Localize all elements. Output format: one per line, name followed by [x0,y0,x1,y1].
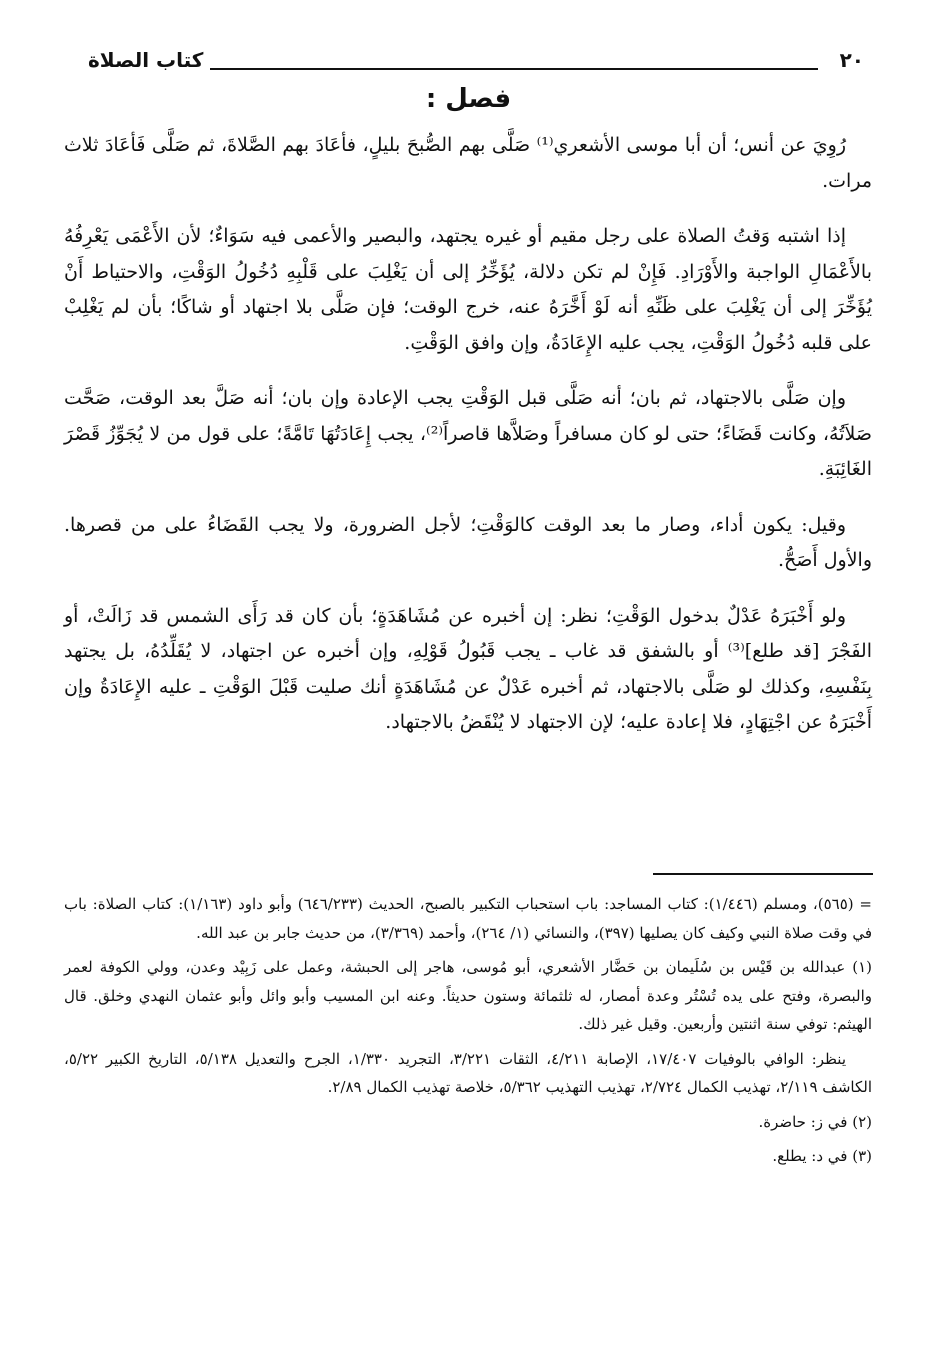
header-rule [210,68,818,70]
footnotes [64,890,872,1177]
paragraph: وإن صَلَّى بالاجتهاد، ثم بان؛ أنه صَلَّى قبل الوَقْتِ يجب الإعادة وإن بان؛ أنه صَلَّ بعد الوقت، صَحَّت صَلاَتُهُ، وكانت قَضَاءً؛ حتى لو كان مسافراً وصَلاَّها قاصراً⁽²⁾، يجب إِعَادَتُهَا تَامَّةً؛ على قول من لا يُجَوِّزُ قَصْرَ الغَائِبَةِ. [64,387,873,480]
main-text [64,128,872,761]
running-title: كتاب الصلاة [88,48,204,72]
page-number: ٢٠ [839,48,864,72]
paragraph: رُوِيَ عن أنس؛ أن أبا موسى الأشعري⁽¹⁾ صَلَّى بهم الصُّبحَ بليلٍ، فأعَادَ بهم الصَّلاةَ، ثم صَلَّى فَأعَادَ ثلاث مرات. [64,134,872,192]
footnote: = (٥٦٥)، ومسلم (١/٤٤٦): كتاب المساجد: باب استحباب التكبير بالصبح، الحديث (٦٤٦/٢٣٣) وأبو داود (١/١٦٣): كتاب الصلاة: باب في وقت صلاة النبي وكيف كان يصليها (٣٩٧)، والنسائي (١/ ٢٦٤)، وأحمد (٣/٣٦٩)، من حديث جابر بن عبد الله. [64,895,872,942]
section-heading: فصل : [425,84,512,114]
footnote: (١) عبدالله بن قَيْس بن سُلَيمان بن حَضَّار الأشعري، أبو مُوسى، هاجر إلى الحبشة، وعمل على زَبِيْد وعدن، وولي الكوفة لعمر والبصرة، وفتح على يده تُسْتُر وعدة أمصار، له ثلثمائة وستون حديثاً. وعنه ابن المسيب وأبو وائل وأبو عثمان النهدي وخلق. قال الهيثم: توفي سنة اثنتين وأربعين. وقيل غير ذلك. [64,958,872,1033]
paragraph: إذا اشتبه وَقتُ الصلاة على رجل مقيم أو غيره يجتهد، والبصير والأعمى فيه سَوَاءٌ؛ لأن الأَعْمَى يَعْرِفُهُ بالأَعْمَالِ الواجبة والأَوْرَادِ. فَإِنْ لم تكن دلالة، يُؤَخِّرُ إلى أن يَغْلِبَ على قَلْبِهِ دُخُولُ الوَقْتِ، والاحتياط أَنْ يُؤَخِّرَ إلى أن يَغْلِبَ على ظَنِّهِ أنه لَوْ أَخَّرَهُ عنه، خرج الوقت؛ فإن صَلَّى بلا اجتهاد أو شاكًا؛ بأن لم يَغْلِبْ على قلبه دُخُولُ الوَقْتِ، يجب عليه الإِعَادَةُ، وإن وافق الوَقْتِ. [64,225,872,354]
page-header [88,48,864,82]
footnote: (٣) في د: يطلع. [772,1147,872,1165]
paragraph: ولو أَخْبَرَهُ عَدْلٌ بدخول الوَقْتِ؛ نظر: إن أخبره عن مُشَاهَدَةٍ؛ بأن كان قد رَأَى الشمس قد زَالَتْ، أو الفَجْرَ [قد طلع]⁽³⁾ أو بالشفق قد غاب ـ يجب قَبُولُ قَوْلِهِ، وإن أخبره عن اجتهاد، لا يُقَلِّدُهُ، بل يجتهد بِنَفْسِهِ، وكذلك لو صَلَّى بالاجتهاد، ثم أخبره عَدْلٌ عن مُشَاهَدَةٍ أنك صليت قَبْلَ الوَقْتِ ـ عليه الإِعَادَةُ وإن أَخْبَرَهُ عن اجْتِهَادٍ، فلا إعادة عليه؛ لإن الاجتهاد لا يُنْقَضُ بالاجتهاد. [64,604,872,733]
footnote-references: ينظر: الوافي بالوفيات ١٧/٤٠٧، الإصابة ٤/٢١١، الثقات ٣/٢٢١، التجريد ١/٣٣٠، الجرح والتعديل ٥/١٣٨، التاريخ الكبير ٥/٢٢، الكاشف ٢/١١٩، تهذيب الكمال ٢/٧٢٤، تهذيب التهذيب ٥/٣٦٢، خلاصة تهذيب الكمال ٢/٨٩. [64,1049,872,1096]
footnote: (٢) في ز: حاضرة. [758,1112,872,1131]
footnote-separator [653,873,873,875]
paragraph: وقيل: يكون أداء، وصار ما بعد الوقت كالوَقْتِ؛ لأجل الضرورة، ولا يجب القَضَاءُ على من قصرها. والأول أَصَحُّ. [64,513,872,571]
